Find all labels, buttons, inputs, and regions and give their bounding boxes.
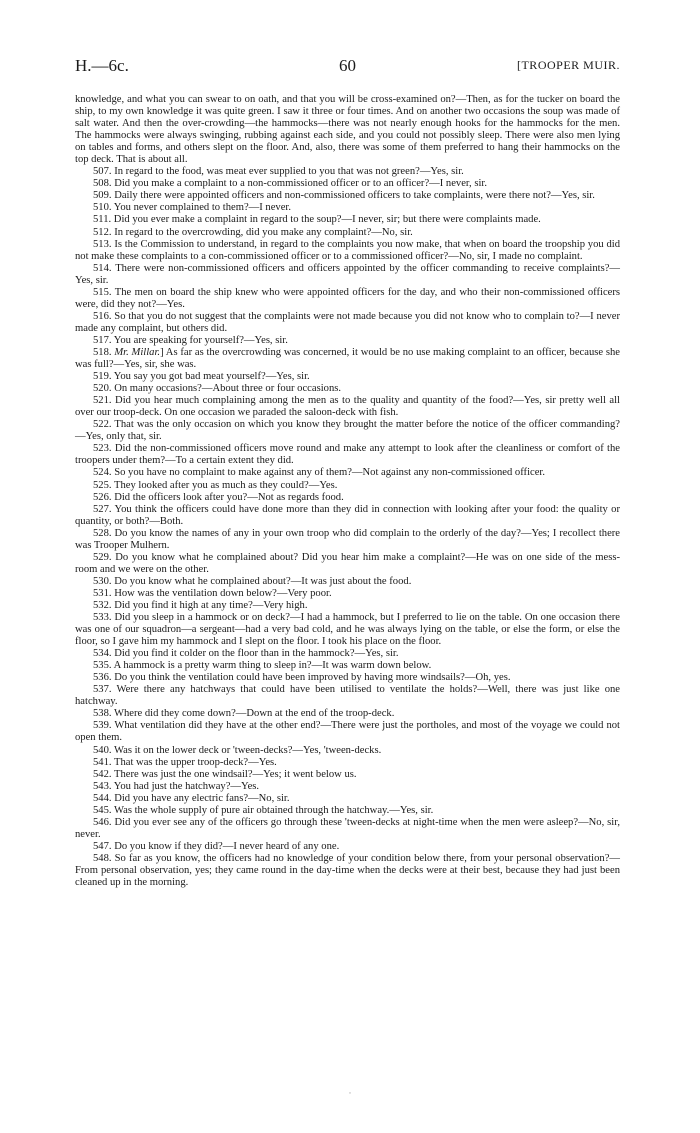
qa-paragraph: 538. Where did they come down?—Down at the end of the troop-deck.	[93, 708, 395, 720]
qa-paragraph: 523. Did the non-commissioned officers move round and make any attempt to look after the cleanliness or comfort of the troopers under them?—To a certain extent they did.	[75, 443, 620, 467]
qa-paragraph: 526. Did the officers look after you?—Not as regards food.	[93, 491, 344, 503]
qa-paragraph: 543. You had just the hatchway?—Yes.	[93, 780, 260, 792]
qa-paragraph: 536. Do you think the ventilation could have been improved by having more windsails?—Oh, yes.	[93, 672, 511, 684]
qa-paragraph: 513. Is the Commission to understand, in regard to the complaints you now make, that when on board the troopship you did not make these complaints to a con-commissioned officer or to a commissioned officer?—No, sir, I made no complaint.	[75, 238, 620, 262]
header-reference: H.—6c.	[75, 56, 129, 75]
qa-paragraph: 532. Did you find it high at any time?—Very high.	[93, 599, 308, 611]
qa-paragraph: 545. Was the whole supply of pure air obtained through the hatchway.—Yes, sir.	[93, 804, 434, 816]
qa-paragraph: 511. Did you ever make a complaint in regard to the soup?—I never, sir; but there were complaints made.	[93, 214, 541, 226]
qa-paragraph: 531. How was the ventilation down below?—Very poor.	[93, 587, 332, 599]
qa-paragraph: 537. Were there any hatchways that could have been utilised to ventilate the holds?—Well, there was just like one hatchway.	[75, 684, 620, 708]
qa-paragraph: 517. You are speaking for yourself?—Yes, sir.	[93, 334, 288, 346]
qa-paragraph: 539. What ventilation did they have at the other end?—There were just the portholes, and most of the voyage we could not open them.	[75, 720, 620, 744]
qa-paragraph: 530. Do you know what he complained about?—It was just about the food.	[93, 575, 412, 587]
qa-paragraph: 527. You think the officers could have done more than they did in connection with looking after your food: the quality or quantity, or both?—Both.	[75, 503, 620, 527]
qa-paragraph: 546. Did you ever see any of the officers go through these 'tween-decks at night-time when the men were asleep?—No, sir, never.	[75, 816, 620, 840]
qa-paragraph: 547. Do you know if they did?—I never heard of any one.	[93, 840, 340, 852]
qa-paragraph: 548. So far as you know, the officers had no knowledge of your condition below there, from your personal observation?—From personal observation, yes; they came round in the day-time when the decks were at their best, because they had just been cleaned up in the morning.	[75, 852, 620, 889]
qa-paragraph: 521. Did you hear much complaining among the men as to the quality and quantity of the food?—Yes, sir pretty well all over our troop-deck. On one occasion we paraded the saloon-deck with fish.	[75, 395, 620, 419]
qa-paragraph: 542. There was just the one windsail?—Yes; it went below us.	[93, 768, 357, 780]
qa-paragraph: 528. Do you know the names of any in your own troop who did complain to the orderly of the day?—Yes; I recollect there was Trooper Mulhern.	[75, 527, 620, 551]
qa-paragraph: 512. In regard to the overcrowding, did you make any complaint?—No, sir.	[93, 226, 413, 238]
qa-block	[75, 371, 620, 889]
lead-paragraph: knowledge, and what you can swear to on oath, and that you will be cross-examined on?—Then, as for the tucker on board the ship, to my own knowledge it was quite green. I saw it three or four times. And on another two occasions the soup was made of salt water. And then the over-crowding—the hammocks—there was not nearly enough hooks for the hammocks for the men. The hammocks were always swinging, rubbing against each side, and you could not possibly sleep. There were also men lying on tables and forms, and others slept on the floor. And, also, there was some of them preferred to hang their hammocks on the top deck. That is about all.	[75, 94, 620, 166]
qa-paragraph: 520. On many occasions?—About three or four occasions.	[93, 383, 342, 395]
qa-paragraph: 514. There were non-commissioned officers and officers appointed by the officer commanding to receive complaints?—Yes, sir.	[75, 262, 620, 286]
qa-paragraph: 533. Did you sleep in a hammock or on deck?—I had a hammock, but I preferred to lie on the table. On one occasion there was one of our squadron—a sergeant—had a very bad cold, and he was always lying on the table, or else the form, or else the floor, so I gave him my hammock and I slept on the floor. I took his place on the floor.	[75, 612, 620, 648]
qa-paragraph: 522. That was the only occasion on which you know they brought the matter before the notice of the officer commanding?—Yes, only that, sir.	[75, 419, 620, 443]
qa-paragraph: 515. The men on board the ship knew who were appointed officers for the day, and who their non-commissioned officers were, did they not?—Yes.	[75, 286, 620, 310]
qa-paragraph: 534. Did you find it colder on the floor than in the hammock?—Yes, sir.	[93, 648, 399, 660]
qa-paragraph: 516. So that you do not suggest that the complaints were not made because you did not know who to complain to?—I never made any complaint, but others did.	[75, 310, 620, 334]
question-number: 518.	[93, 346, 112, 358]
qa-paragraph: 510. You never complained to them?—I never.	[93, 202, 292, 214]
footer-mark: ·	[348, 1088, 352, 1098]
qa-block	[75, 166, 620, 347]
qa-paragraph: 507. In regard to the food, was meat ever supplied to you that was not green?—Yes, sir.	[93, 166, 464, 178]
qa-paragraph-518	[75, 347, 620, 371]
page-number: 60	[339, 56, 356, 75]
qa-paragraph: 535. A hammock is a pretty warm thing to sleep in?—It was warm down below.	[93, 660, 432, 672]
qa-paragraph: 524. So you have no complaint to make against any of them?—Not against any non-commissioned officer.	[93, 467, 546, 479]
question-text: ] As far as the overcrowding was concerned, it would be no use making complaint to an officer, because she was full?—Yes, sir, she was.	[75, 346, 620, 371]
qa-paragraph: 508. Did you make a complaint to a non-commissioned officer or to an officer?—I never, sir.	[93, 178, 487, 190]
speaker-name: Mr. Millar.	[114, 346, 161, 358]
testimony-body	[75, 94, 620, 889]
qa-paragraph: 529. Do you know what he complained about? Did you hear him make a complaint?—He was on one side of the mess-room and we were on the other.	[75, 551, 620, 575]
qa-paragraph: 519. You say you got bad meat yourself?—Yes, sir.	[93, 371, 310, 383]
qa-paragraph: 540. Was it on the lower deck or 'tween-decks?—Yes, 'tween-decks.	[93, 744, 382, 756]
header-witness: [TROOPER MUIR.	[516, 58, 620, 72]
qa-paragraph: 509. Daily there were appointed officers and non-commissioned officers to take complaints, were there not?—Yes, sir.	[93, 190, 595, 202]
qa-paragraph: 544. Did you have any electric fans?—No, sir.	[93, 792, 290, 804]
qa-paragraph: 525. They looked after you as much as they could?—Yes.	[93, 479, 338, 491]
page-header	[75, 56, 620, 78]
qa-paragraph: 541. That was the upper troop-deck?—Yes.	[93, 756, 277, 768]
